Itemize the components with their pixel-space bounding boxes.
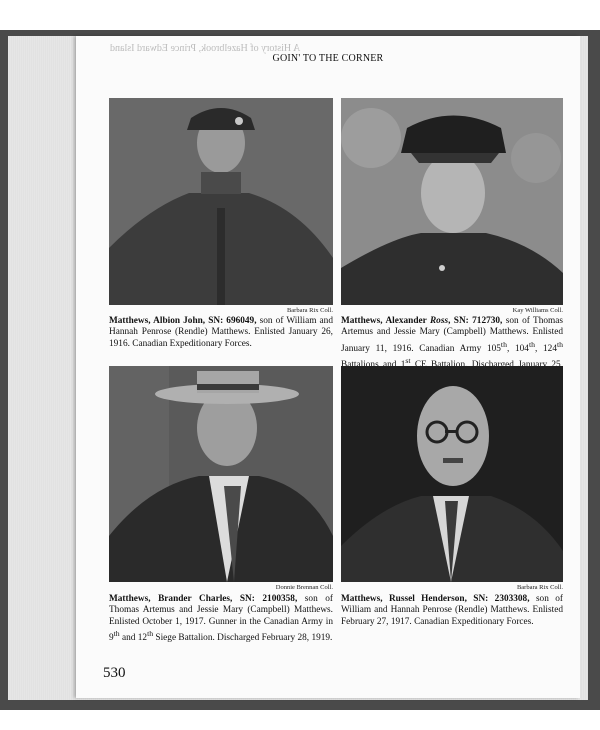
photo-credit: Donnie Brennan Coll. (275, 584, 333, 591)
bleed-through-text: A History of Hazelbrook, Prince Edward Island (110, 43, 301, 54)
photo-credit: Barbara Rix Coll. (286, 307, 333, 314)
caption-alexander-matthews: Matthews, Alexander Ross, SN: 712730, son of Thomas Artemus and Jessie Mary (Campbell) Matthews. Enlisted January 11, 1916. Canadian Army 105th, 104th, $124^{thst}$ (341, 316, 564, 365)
photo-credit: Barbara Rix Coll. (516, 584, 563, 591)
photo-alexander-matthews (341, 98, 563, 305)
photo-albion-matthews (109, 98, 333, 305)
caption-brander-matthews: Matthews, Brander Charles, SN: 2100358, son of Thomas Artemus and Jessie Mary (Campbell) Matthews. Enlisted October 1, 1917. Gunner in the Canadian Army in 9th and 12th Siege Battalion. Discharged February 28, 1919. (109, 594, 333, 643)
caption-name: Matthews, Brander Charles, SN: 2100358, (109, 594, 298, 604)
caption-name: Matthews, Albion John, SN: 696049, (109, 316, 257, 326)
running-title: GOIN' TO THE CORNER (272, 53, 384, 64)
photo-brander-matthews (109, 366, 333, 582)
caption-russel-matthews: Matthews, Russel Henderson, SN: 2303308, son of William and Hannah Penrose (Rendle) Matthews. Enlisted February 27, 1917. Canadian Expeditionary Forces. (341, 594, 563, 627)
photo-russel-matthews (341, 366, 563, 582)
caption-name: Matthews, Alexander Ross, SN: 712730, (341, 316, 503, 326)
caption-albion-matthews: Matthews, Albion John, SN: 696049, son of William and Hannah Penrose (Rendle) Matthews. Enlisted January 26, 1916. Canadian Expeditionary Forces. (109, 316, 333, 349)
photo-credit: Kay Williams Coll. (512, 307, 563, 314)
page-number: 530 (103, 665, 126, 681)
caption-name: Matthews, Russel Henderson, SN: 2303308, (341, 594, 530, 604)
